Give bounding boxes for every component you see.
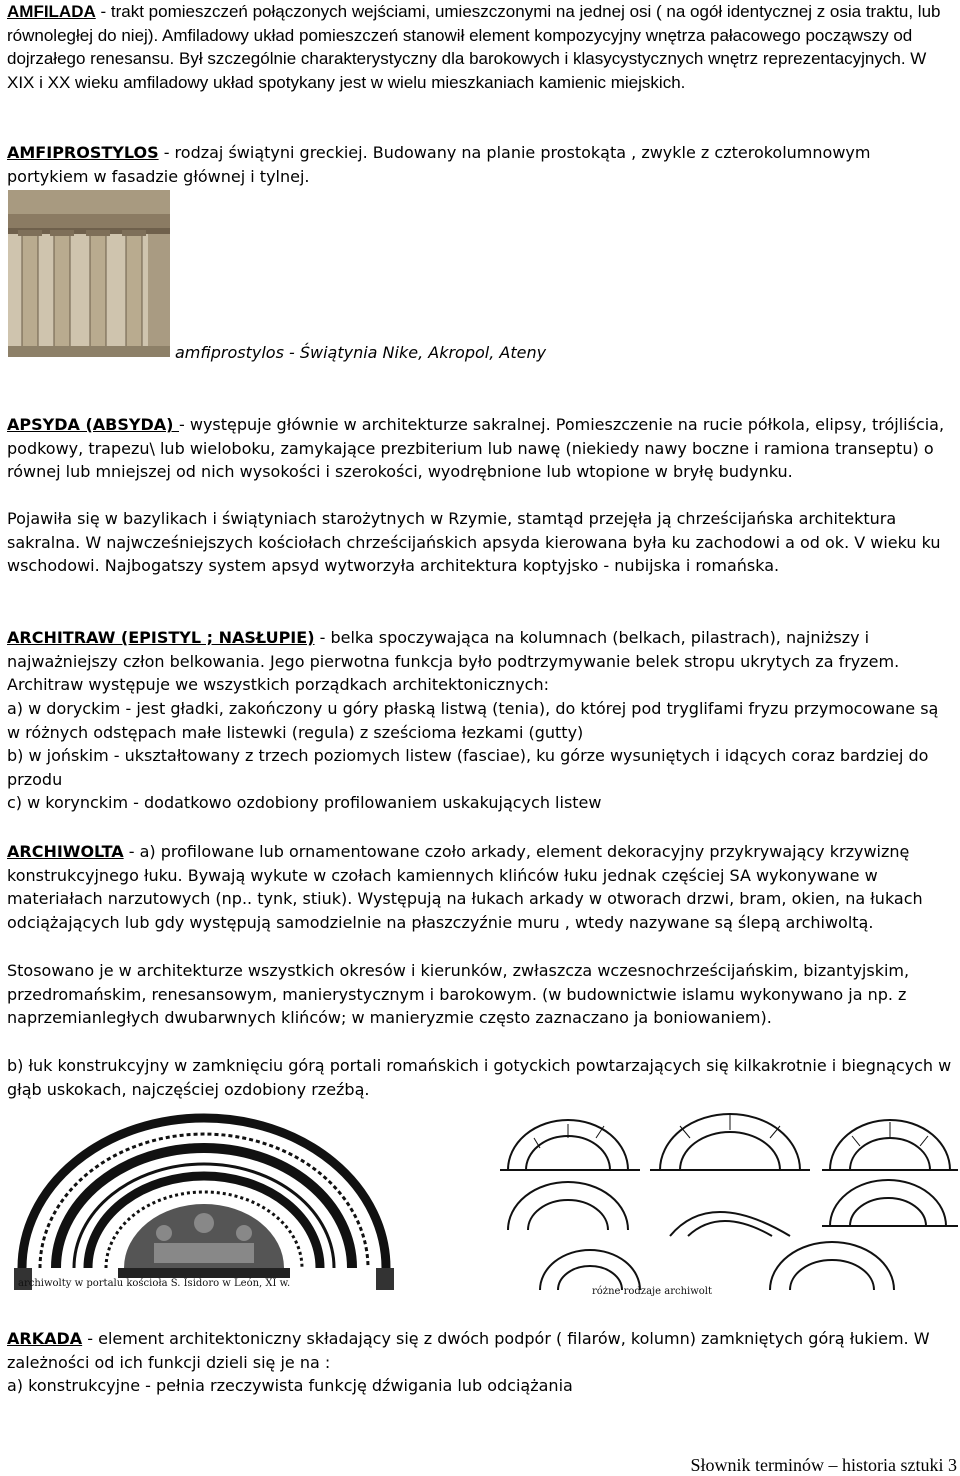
entry-amfiprostylos [7,141,955,188]
archiwolta-paragraph-2: Stosowano je w architekturze wszystkich okresów i kierunków, zwłaszcza wczesnochrześcijańskim, bizantyjskim, przedromańskim, renesansowym, manierystycznym i barokowym. (w budownictwie islamu wykonywano ja np. z naprzemianległych dwubarwnych klińców; w manieryzmie często zaznaczano ja boniowaniem). [7,961,910,1027]
page-footer: Słownik terminów – historia sztuki 3 [690,1455,957,1475]
amfiprostylos-caption: amfiprostylos - Świątynia Nike, Akropol, Ateny [175,343,547,362]
term-archiwolta: ARCHIWOLTA [7,842,124,861]
apsyda-paragraph-2: Pojawiła się w bazylikach i świątyniach starożytnych w Rzymie, stamtąd przejęła ją chrześcijańska architektura sakralna. W najwcześniejszych kościołach chrześcijańskich apsyda kierowana była ku zachodowi a od ok. V wieku ku wschodowi. Najbogatszy system apsyd wytworzyła architektura koptyjsko - nubijska i romańska. [7,509,941,575]
arkada-paragraph-2: a) konstrukcyjne - pełnia rzeczywista funkcję dźwigania lub odciążania [7,1376,573,1395]
architraw-item-c: c) w korynckim - dodatkowo ozdobiony profilowaniem uskakujących listew [7,793,602,812]
entry-archiwolta [7,840,955,934]
architraw-item-b: b) w jońskim - ukształtowany z trzech poziomych listew (fasciae), ku górze wysuniętych i idących coraz bardziej do przodu [7,746,929,789]
arkada-text-1: - element architektoniczny składający się z dwóch podpór ( filarów, kolumn) zamkniętych górą łukiem. W zależności od ich funkcji dzieli się je na : [7,1329,930,1372]
entry-architraw [7,626,955,697]
term-arkada: ARKADA [7,1329,83,1348]
types-caption: różne rodzaje archiwolt [592,1286,713,1297]
amfilada-text: - trakt pomieszczeń połączonych wejściami, umieszczonymi na jednej osi ( na ogół identycznej z osia traktu, lub równoległej do niej). Amfiladowy układ pomieszczeń stanowił element kompozycyjny wnętrza pałacowego począwszy od dojrzałego renesansu. Był szczególnie charakterystyczny dla barokowych i klasycystycznych wnętrz reprezentacyjnych. W XIX i XX wieku amfiladowy układ spotykany jest w wielu mieszkaniach kamienic miejskich. [7,2,941,92]
entry-arkada [7,1327,955,1374]
apsyda-text-1: - występuje głównie w architekturze sakralnej. Pomieszczenie na rucie półkola, elipsy, trójliścia, podkowy, trapezu\ lub wieloboku, zamykające prezbiterium lub nawę (niekiedy nawy boczne i ramiona transeptu) o równej lub mniejszej od nich wysokości i szerokości, wyodrębnione lub wtopione w bryłę budynku. [7,415,945,481]
archivolt-types-drawing [500,1108,960,1298]
archiwolta-text-1: - a) profilowane lub ornamentowane czoło arkady, element dekoracyjny przykrywający krzywiznę konstrukcyjnego łuku. Bywają wykute w czołach kamiennych klińców łuku jednak częściej SA wykonywane w materiałach narzutowych (np.. tynk, stiuk). Występują na łukach arkady w otworach drzwi, bram, okien, na łukach odciążających lub gdy występują samodzielnie na płaszczyźnie muru , wtedy nazywane są ślepą archiwoltą. [7,842,923,932]
amfiprostylos-text: - rodzaj świątyni greckiej. Budowany na planie prostokąta , zwykle z czterokolumnowym portykiem w fasadzie głównej i tylnej. [7,143,871,186]
portal-caption: archiwolty w portalu kościoła S. Isidoro w León, XI w. [18,1278,291,1289]
term-apsyda: APSYDA (ABSYDA) [7,415,179,434]
term-architraw: ARCHITRAW (EPISTYL ; NASŁUPIE) [7,628,315,647]
term-amfilada: AMFILADA [7,2,96,21]
archiwolta-paragraph-3: b) łuk konstrukcyjny w zamknięciu górą portali romańskich i gotyckich powtarzających się kilkakrotnie i biegnących w głąb uskokach, najczęściej ozdobiony rzeźbą. [7,1056,952,1099]
entry-apsyda [7,413,955,484]
architraw-item-a: a) w doryckim - jest gładki, zakończony u góry płaską listwą (tenia), do której pod tryglifami fryzu przymocowane są w różnych odstępach małe listewki (regula) z sześcioma łezkami (gutty) [7,699,939,742]
entry-amfilada [7,0,955,94]
portal-archivolts-drawing [14,1108,394,1290]
architraw-text: - belka spoczywająca na kolumnach (belkach, pilastrach), najniższy i najważniejszy człon belkowania. Jego pierwotna funkcja było podtrzymywanie belek stropu ukrytych za fryzem. Architraw występuje we wszystkich porządkach architektonicznych: [7,628,900,694]
temple-nike-photo [8,190,170,357]
term-amfiprostylos: AMFIPROSTYLOS [7,143,159,162]
